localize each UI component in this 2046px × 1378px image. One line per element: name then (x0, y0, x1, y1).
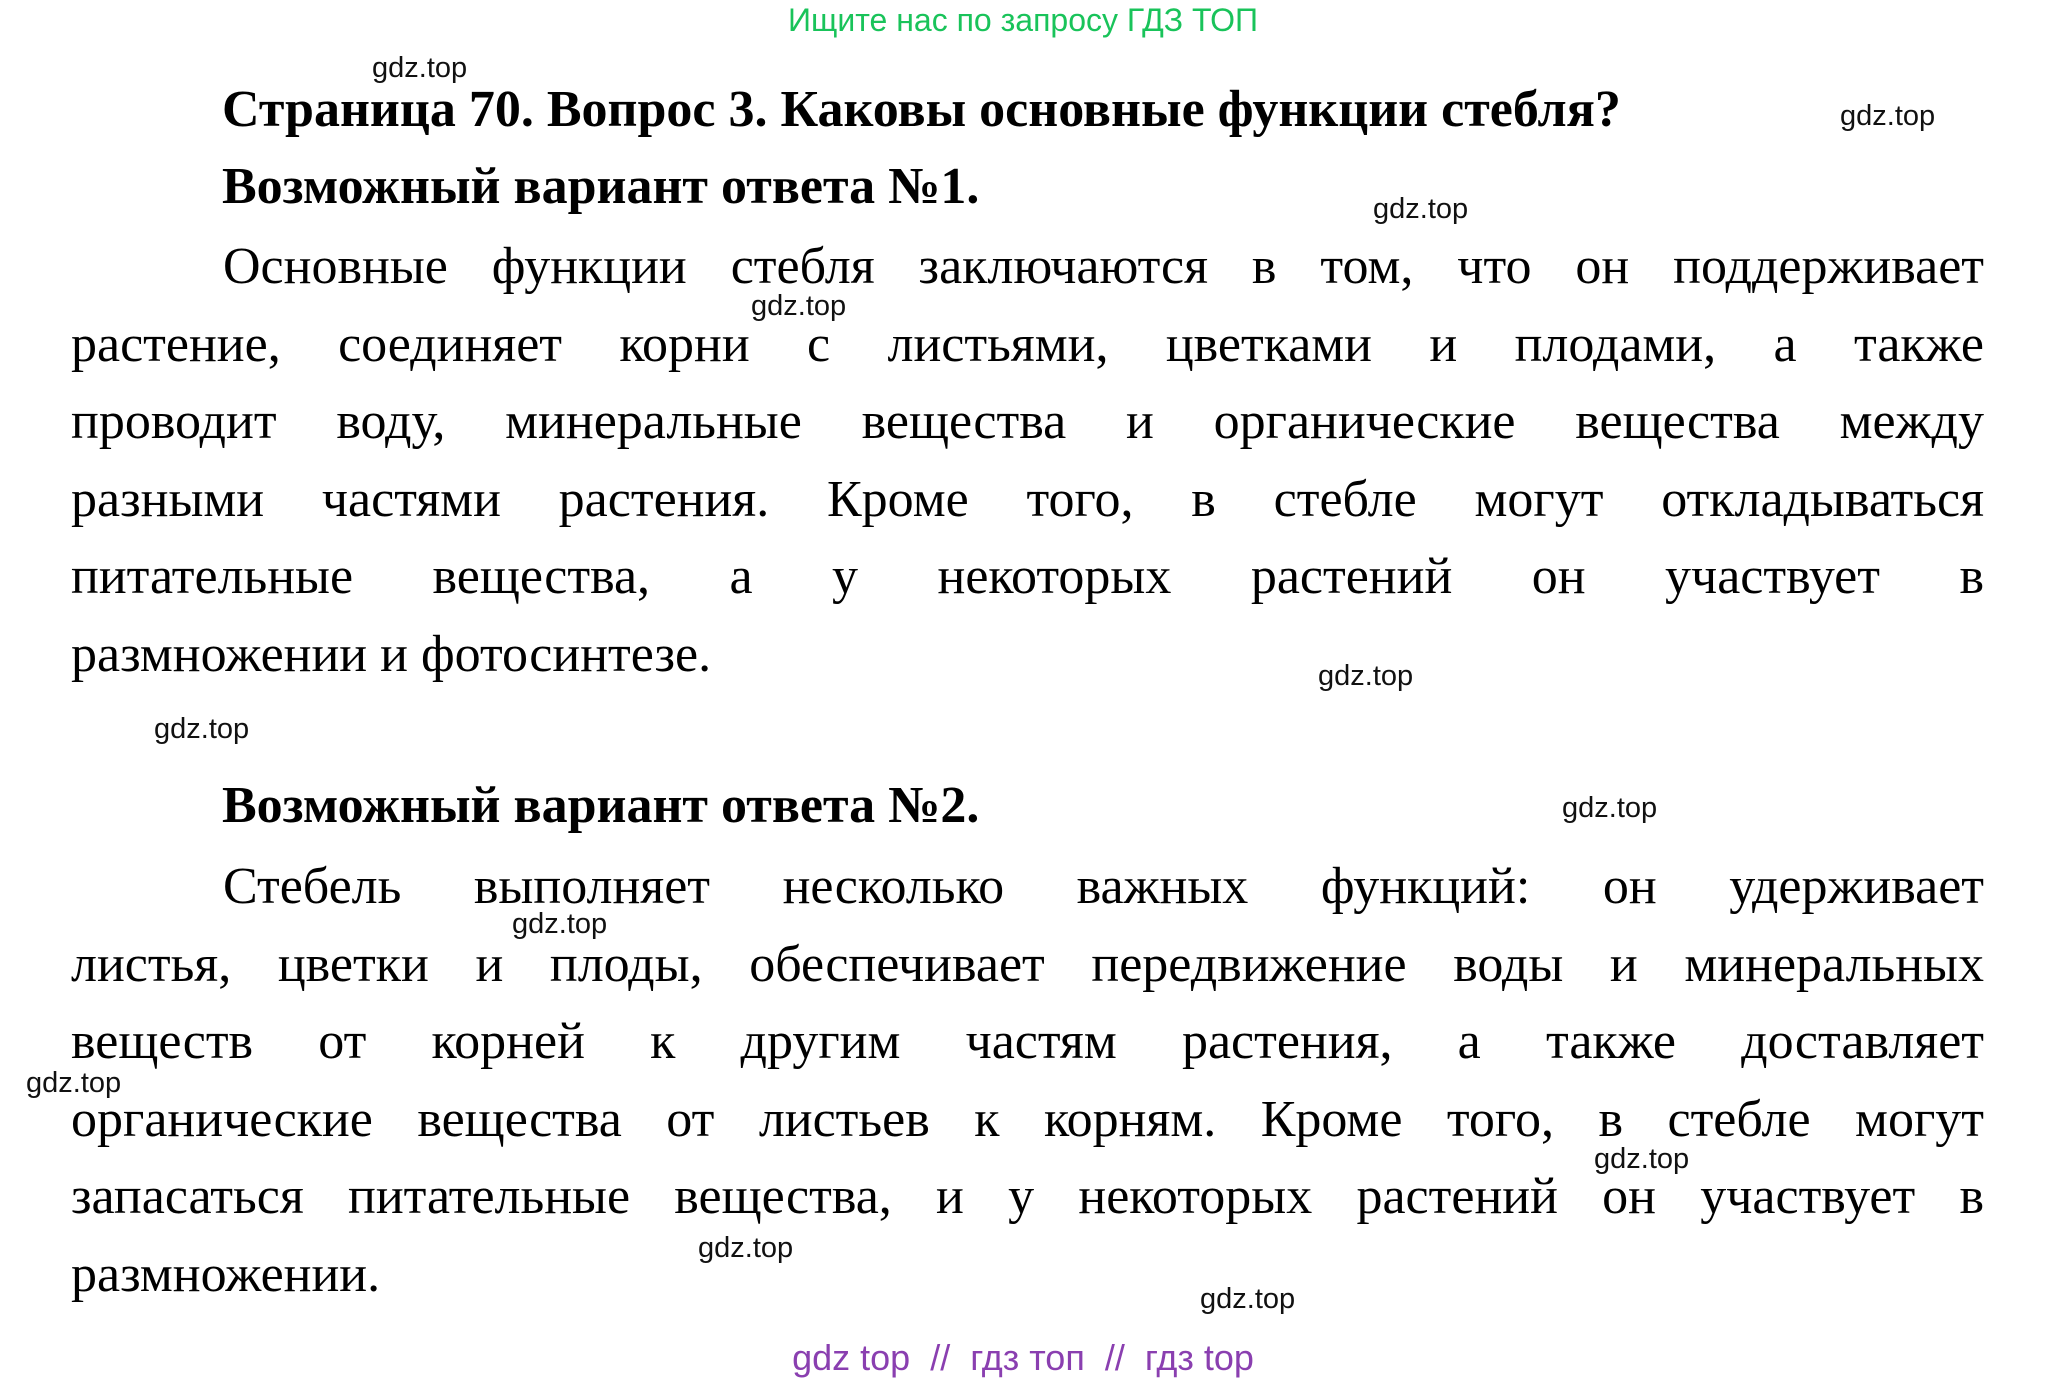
watermark: gdz.top (1594, 1143, 1690, 1175)
search-banner[interactable]: Ищите нас по запросу ГДЗ ТОП (788, 2, 1258, 38)
answer-2-line: органические вещества от листьев к корням. Кроме того, в стебле могут (71, 1090, 1984, 1148)
answer-2-heading: Возможный вариант ответа №2. (222, 777, 980, 834)
answer-2-line: Стебель выполняет несколько важных функций: он удерживает (223, 858, 1984, 915)
answer-2-line: листья, цветки и плоды, обеспечивает передвижение воды и минеральных (71, 935, 1984, 993)
watermark: gdz.top (1562, 792, 1658, 824)
answer-1-text (71, 228, 1984, 693)
answer-1-line: питательные вещества, а у некоторых растений он участвует в (71, 548, 1984, 605)
footer-links[interactable]: gdz top // гдз топ // гдз top (792, 1337, 1254, 1378)
question-heading: Страница 70. Вопрос 3. Каковы основные функции стебля? (222, 81, 1621, 138)
watermark: gdz.top (372, 52, 468, 84)
answer-1-line: растение, соединяет корни с листьями, цветками и плодами, а также (71, 315, 1984, 373)
watermark: gdz.top (1373, 193, 1469, 225)
answer-2-text (71, 848, 1984, 1313)
watermark: gdz.top (1318, 660, 1414, 692)
watermark: gdz.top (512, 908, 608, 940)
answer-2-line: размножении. (71, 1245, 381, 1303)
watermark: gdz.top (1840, 100, 1936, 132)
answer-1-line: разными частями растения. Кроме того, в стебле могут откладываться (71, 470, 1984, 528)
answer-2-line: запасаться питательные вещества, и у некоторых растений он участвует в (71, 1168, 1984, 1225)
answer-1-heading: Возможный вариант ответа №1. (222, 158, 980, 215)
answer-2-line: веществ от корней к другим частям растения, а также доставляет (71, 1013, 1984, 1070)
watermark: gdz.top (154, 713, 250, 745)
answer-1-line: Основные функции стебля заключаются в том, что он поддерживает (223, 238, 1984, 295)
answer-1-line: проводит воду, минеральные вещества и органические вещества между (71, 393, 1984, 450)
watermark: gdz.top (1200, 1283, 1296, 1315)
watermark: gdz.top (698, 1232, 794, 1264)
watermark: gdz.top (26, 1067, 122, 1099)
answer-1-line: размножении и фотосинтезе. (71, 625, 712, 683)
watermark: gdz.top (751, 290, 847, 322)
